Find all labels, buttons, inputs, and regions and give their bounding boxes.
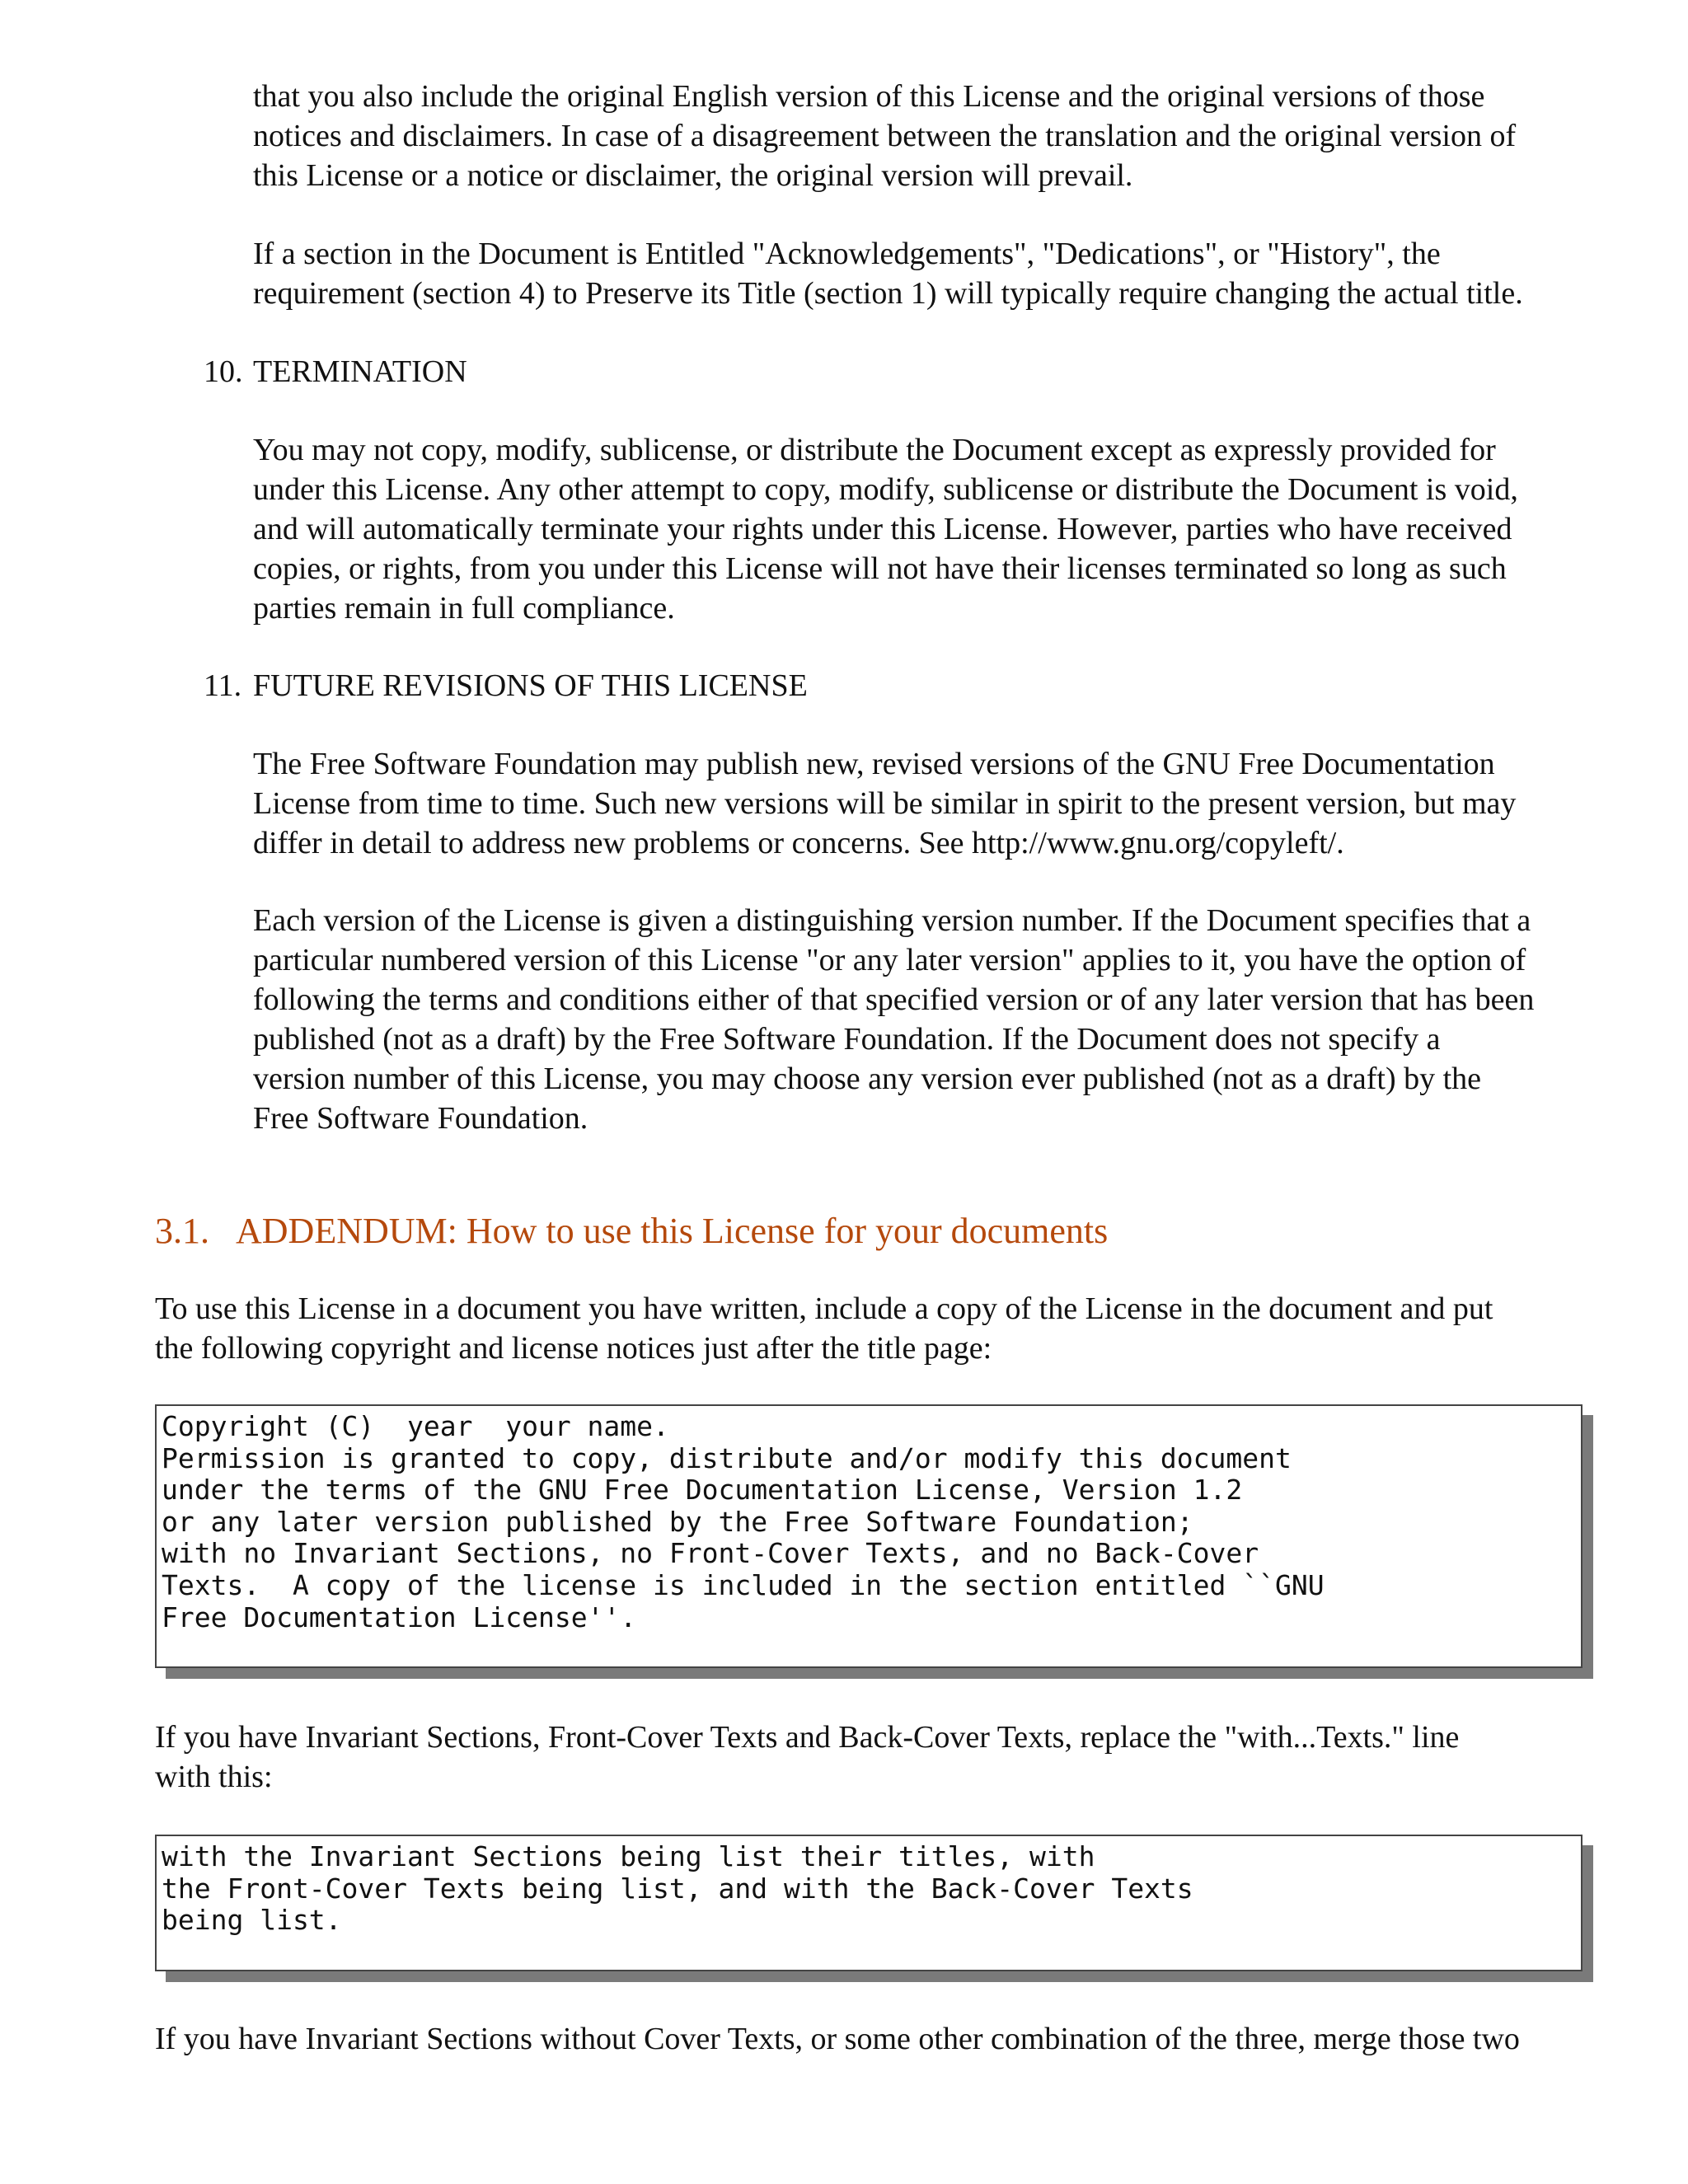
item-title: TERMINATION [253, 354, 467, 389]
text-line: this License or a notice or disclaimer, the original version will prevail. [253, 158, 1133, 193]
code-line: being list. [162, 1904, 342, 1937]
item-number: 10. [204, 354, 243, 389]
text-line: To use this License in a document you have written, include a copy of the License in the document and put [155, 1291, 1493, 1326]
text-line: You may not copy, modify, sublicense, or distribute the Document except as expressly provided for [253, 433, 1496, 467]
paragraph-termination-body [253, 430, 1518, 628]
text-line: published (not as a draft) by the Free Software Foundation. If the Document does not specify a [253, 1022, 1441, 1057]
text-line: If you have Invariant Sections without Cover Texts, or some other combination of the three, merge those two [155, 2022, 1520, 2056]
text-line: version number of this License, you may choose any version ever published (not as a draft) by the [253, 1062, 1482, 1096]
code-line: with the Invariant Sections being list their titles, with [162, 1840, 1095, 1872]
paragraph-translation-end [253, 77, 1516, 195]
text-line: requirement (section 4) to Preserve its Title (section 1) will typically require changing the actual title. [253, 276, 1523, 311]
item-number: 11. [204, 668, 242, 703]
code-block-copyright-notice [155, 1404, 1582, 1668]
text-line: License from time to time. Such new versions will be similar in spirit to the present version, but may [253, 786, 1517, 821]
text-line: If you have Invariant Sections, Front-Cover Texts and Back-Cover Texts, replace the "with...Texts." line [155, 1720, 1460, 1755]
text-line: notices and disclaimers. In case of a disagreement between the translation and the original version of [253, 119, 1517, 153]
text-line: Each version of the License is given a distinguishing version number. If the Document specifies that a [253, 903, 1531, 938]
text-line: with this: [155, 1760, 273, 1794]
paragraph-future-body-2 [253, 901, 1534, 1138]
paragraph-merge-intro [155, 2019, 1520, 2059]
code-line: Permission is granted to copy, distribute and/or modify this document [162, 1441, 1292, 1474]
code-line: or any later version published by the Free Software Foundation; [162, 1505, 1193, 1538]
code-block-invariant-sections [155, 1835, 1582, 1971]
paragraph-future-body-1 [253, 744, 1516, 863]
text-line: that you also include the original English version of this License and the original versions of those [253, 79, 1485, 114]
paragraph-invariant-intro [155, 1718, 1459, 1797]
text-line: If a section in the Document is Entitled "Acknowledgements", "Dedications", or "History", the [253, 237, 1441, 271]
text-line: copies, or rights, from you under this License will not have their licenses terminated so long as such [253, 551, 1507, 586]
item-future-revisions-heading [204, 666, 808, 705]
text-line: The Free Software Foundation may publish new, revised versions of the GNU Free Documentation [253, 747, 1495, 781]
text-line: the following copyright and license notices just after the title page: [155, 1331, 992, 1366]
item-title: FUTURE REVISIONS OF THIS LICENSE [253, 668, 808, 703]
code-line: under the terms of the GNU Free Documentation License, Version 1.2 [162, 1474, 1243, 1507]
paragraph-addendum-intro [155, 1289, 1493, 1368]
text-line: Free Software Foundation. [253, 1101, 588, 1136]
text-line: differ in detail to address new problems or concerns. See http://www.gnu.org/copyleft/. [253, 826, 1344, 860]
section-heading [155, 1208, 1108, 1254]
code-line: Free Documentation License''. [162, 1601, 637, 1633]
code-line: Copyright (C) year your name. [162, 1410, 669, 1442]
text-line: following the terms and conditions either of that specified version or of any later version that has been [253, 982, 1535, 1017]
item-termination-heading [204, 352, 467, 391]
text-line: parties remain in full compliance. [253, 591, 675, 626]
text-line: particular numbered version of this License "or any later version" applies to it, you have the option of [253, 943, 1526, 977]
section-title-text: ADDENDUM: How to use this License for your documents [236, 1211, 1109, 1251]
section-number: 3.1. [155, 1211, 209, 1251]
code-line: with no Invariant Sections, no Front-Cover Texts, and no Back-Cover [162, 1537, 1259, 1570]
text-line: and will automatically terminate your rights under this License. However, parties who have received [253, 512, 1512, 546]
code-line: the Front-Cover Texts being list, and with the Back-Cover Texts [162, 1872, 1193, 1905]
code-line: Texts. A copy of the license is included in the section entitled ``GNU [162, 1568, 1325, 1601]
text-line: under this License. Any other attempt to copy, modify, sublicense or distribute the Document is void, [253, 472, 1518, 507]
paragraph-entitled-section [253, 234, 1523, 313]
